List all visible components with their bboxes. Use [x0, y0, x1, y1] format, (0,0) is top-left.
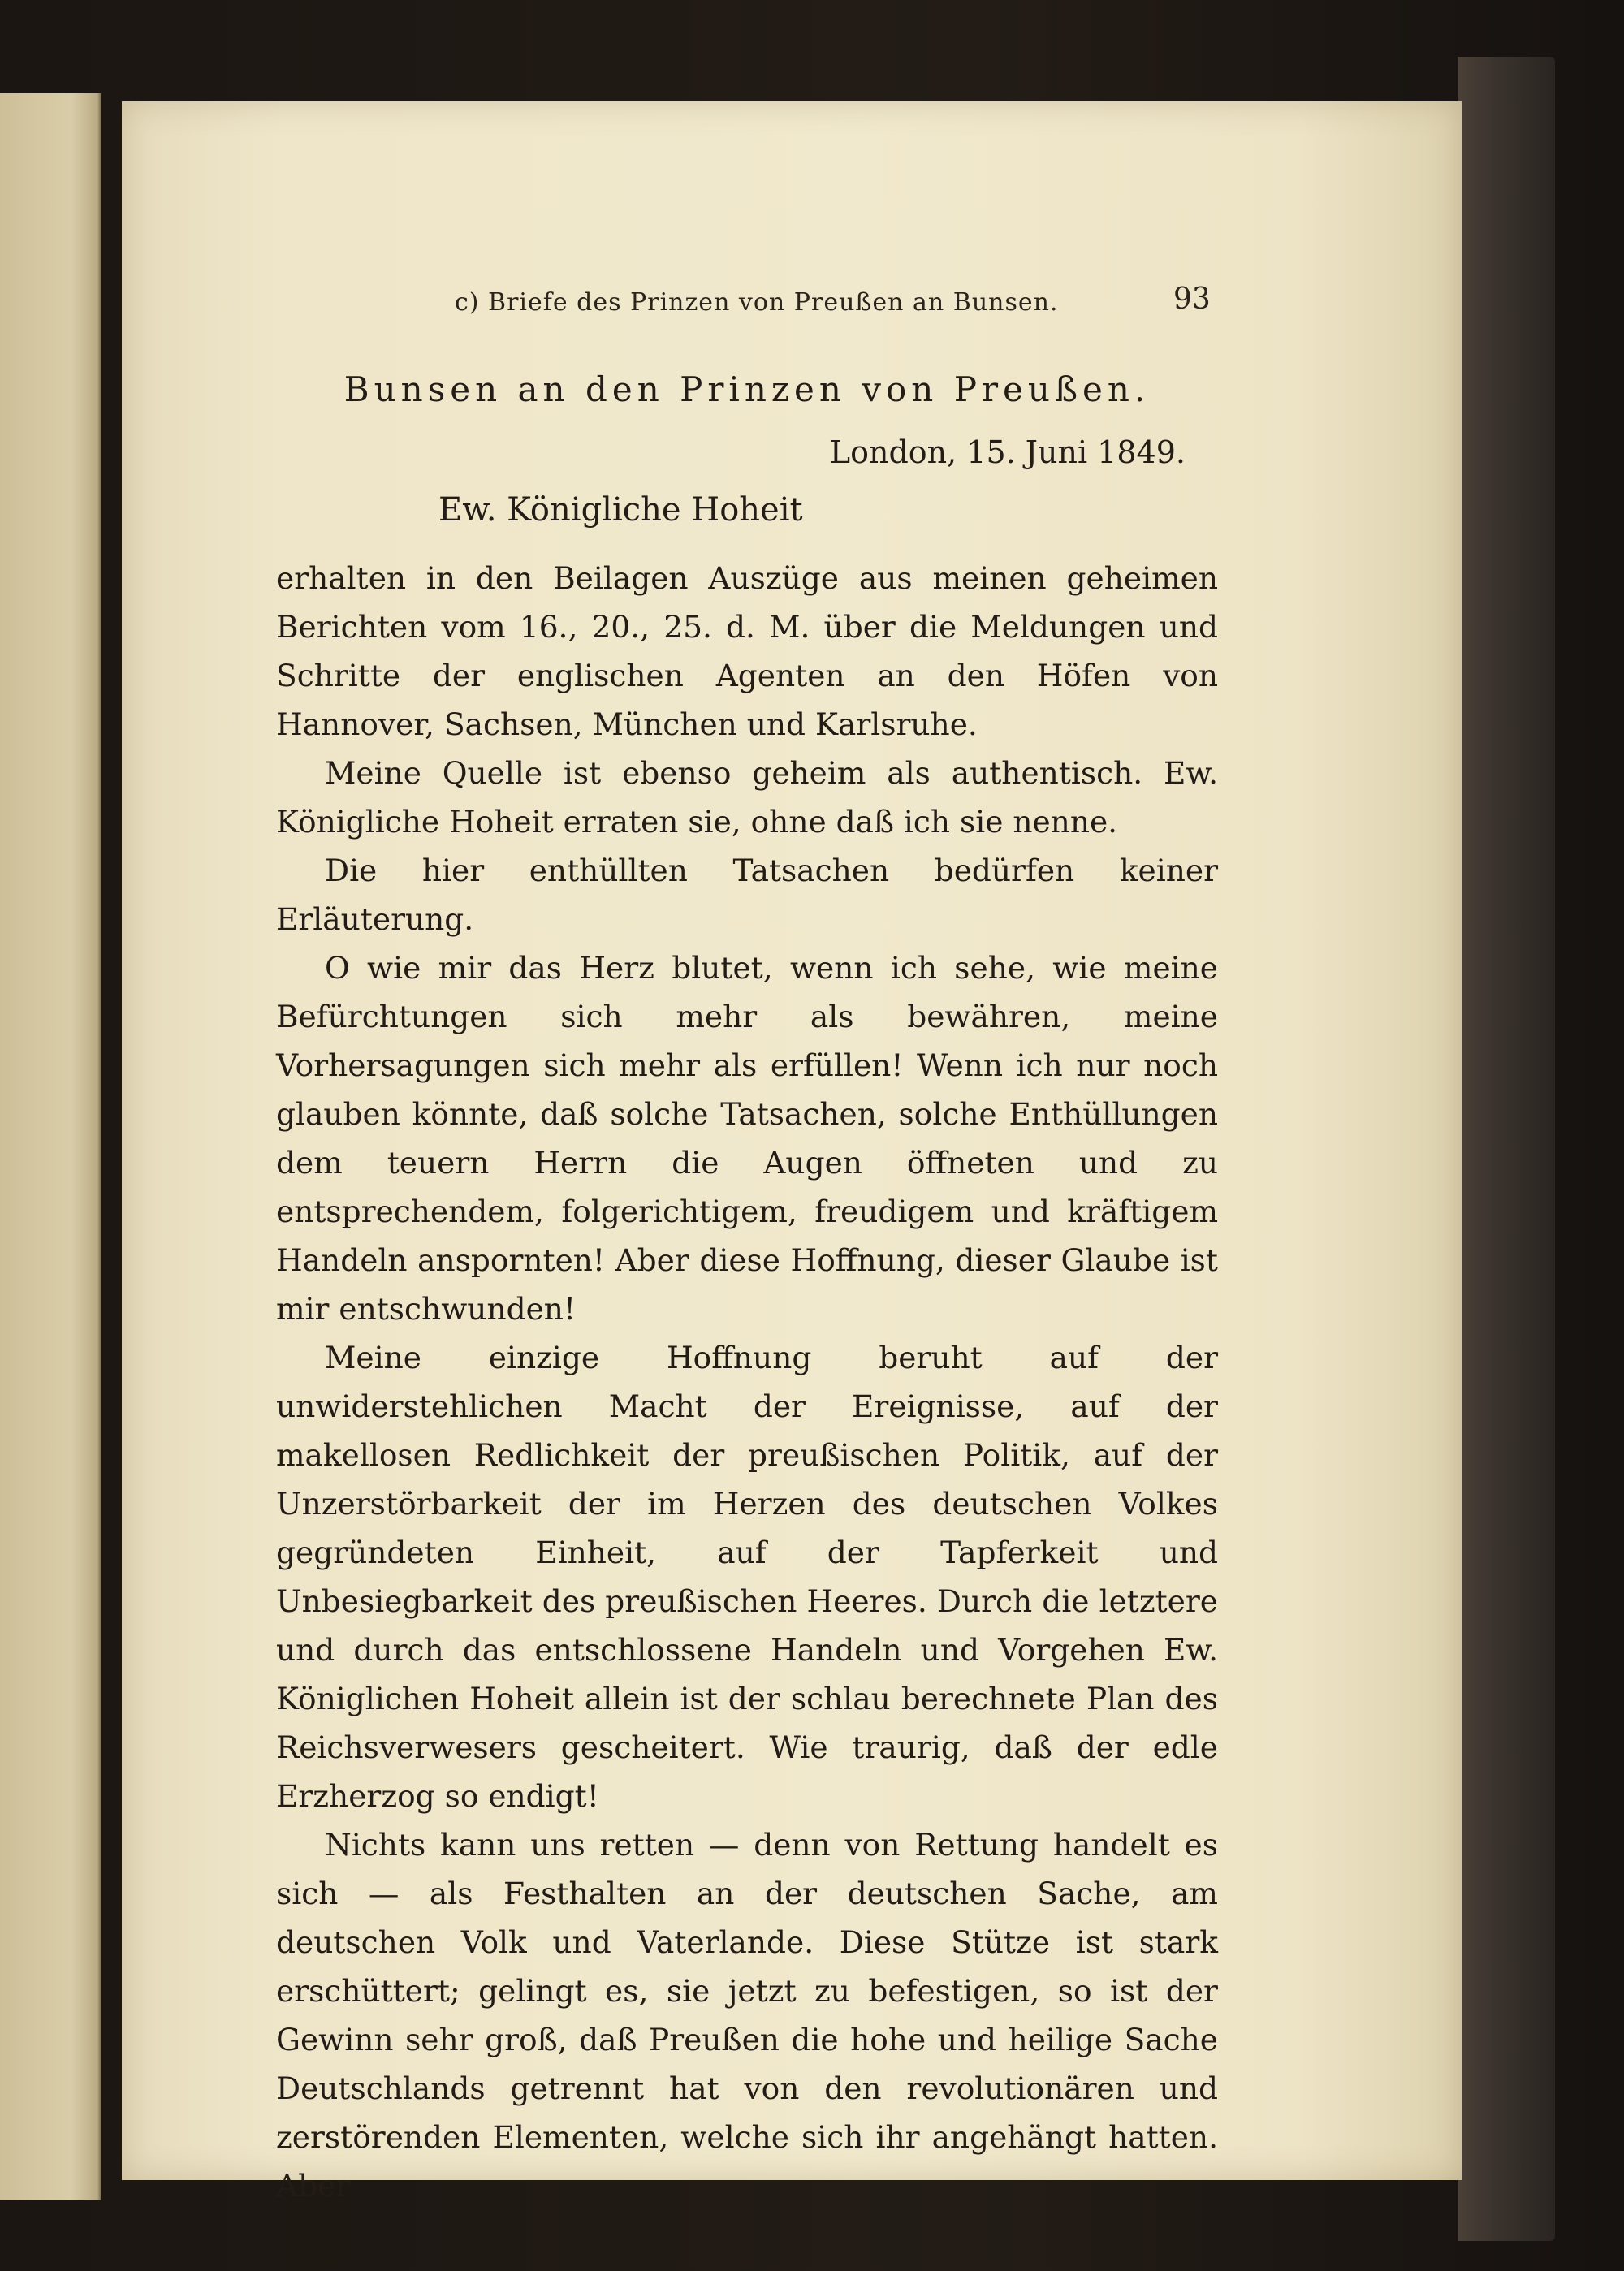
- letter-dateline: London, 15. Juni 1849.: [829, 434, 1186, 470]
- letter-heading: Bunsen an den Prinzen von Preußen.: [343, 369, 1151, 409]
- letter-salutation: Ew. Königliche Hoheit: [438, 491, 803, 529]
- paragraph: erhalten in den Beilagen Auszüge aus meinen geheimen Berichten vom 16., 20., 25. d. M. über die Meldungen und Schritte der englischen Agenten an den Höfen von Hannover, Sachsen, München und Karlsruhe.: [276, 560, 1218, 742]
- letter-body: [276, 554, 1218, 2210]
- left-page-edge: [0, 93, 102, 2200]
- paragraph: O wie mir das Herz blutet, wenn ich sehe, wie meine Befürchtungen sich mehr als bewähren, meine Vorhersagungen sich mehr als erfüllen! Wenn ich nur noch glauben könnte, daß solche Tatsachen, solche Enthüllungen dem teuern Herrn die Augen öffneten und zu entsprechendem, folgerichtigem, freudigem und kräftigem Handeln anspornten! Aber diese Hoffnung, dieser Glaube ist mir entschwunden!: [276, 950, 1218, 1327]
- book-cover-edge: [1458, 57, 1555, 2241]
- running-head: c) Briefe des Prinzen von Preußen an Bunsen.: [455, 288, 1059, 317]
- page-number: 93: [1173, 283, 1211, 316]
- paragraph: Meine Quelle ist ebenso geheim als authentisch. Ew. Königliche Hoheit erraten sie, ohne daß ich sie nenne.: [276, 755, 1218, 840]
- paragraph: Meine einzige Hoffnung beruht auf der unwiderstehlichen Macht der Ereignisse, auf der makellosen Redlichkeit der preußischen Politik, auf der Unzerstörbarkeit der im Herzen des deutschen Volkes gegründeten Einheit, auf der Tapferkeit und Unbesiegbarkeit des preußischen Heeres. Durch die letztere und durch das entschlossene Handeln und Vorgehen Ew. Königlichen Hoheit allein ist der schlau berechnete Plan des Reichsverwesers gescheitert. Wie traurig, daß der edle Erzherzog so endigt!: [276, 1340, 1218, 1814]
- paragraph: Nichts kann uns retten — denn von Rettung handelt es sich — als Festhalten an der deutschen Sache, am deutschen Volk und Vaterlande. Diese Stütze ist stark erschüttert; gelingt es, sie jetzt zu befestigen, so ist der Gewinn sehr groß, daß Preußen die hohe und heilige Sache Deutschlands getrennt hat von den revolutionären und zerstörenden Elementen, welche sich ihr angehängt hatten. Aber: [276, 1827, 1218, 2204]
- paragraph: Die hier enthüllten Tatsachen bedürfen keiner Erläuterung.: [276, 853, 1218, 937]
